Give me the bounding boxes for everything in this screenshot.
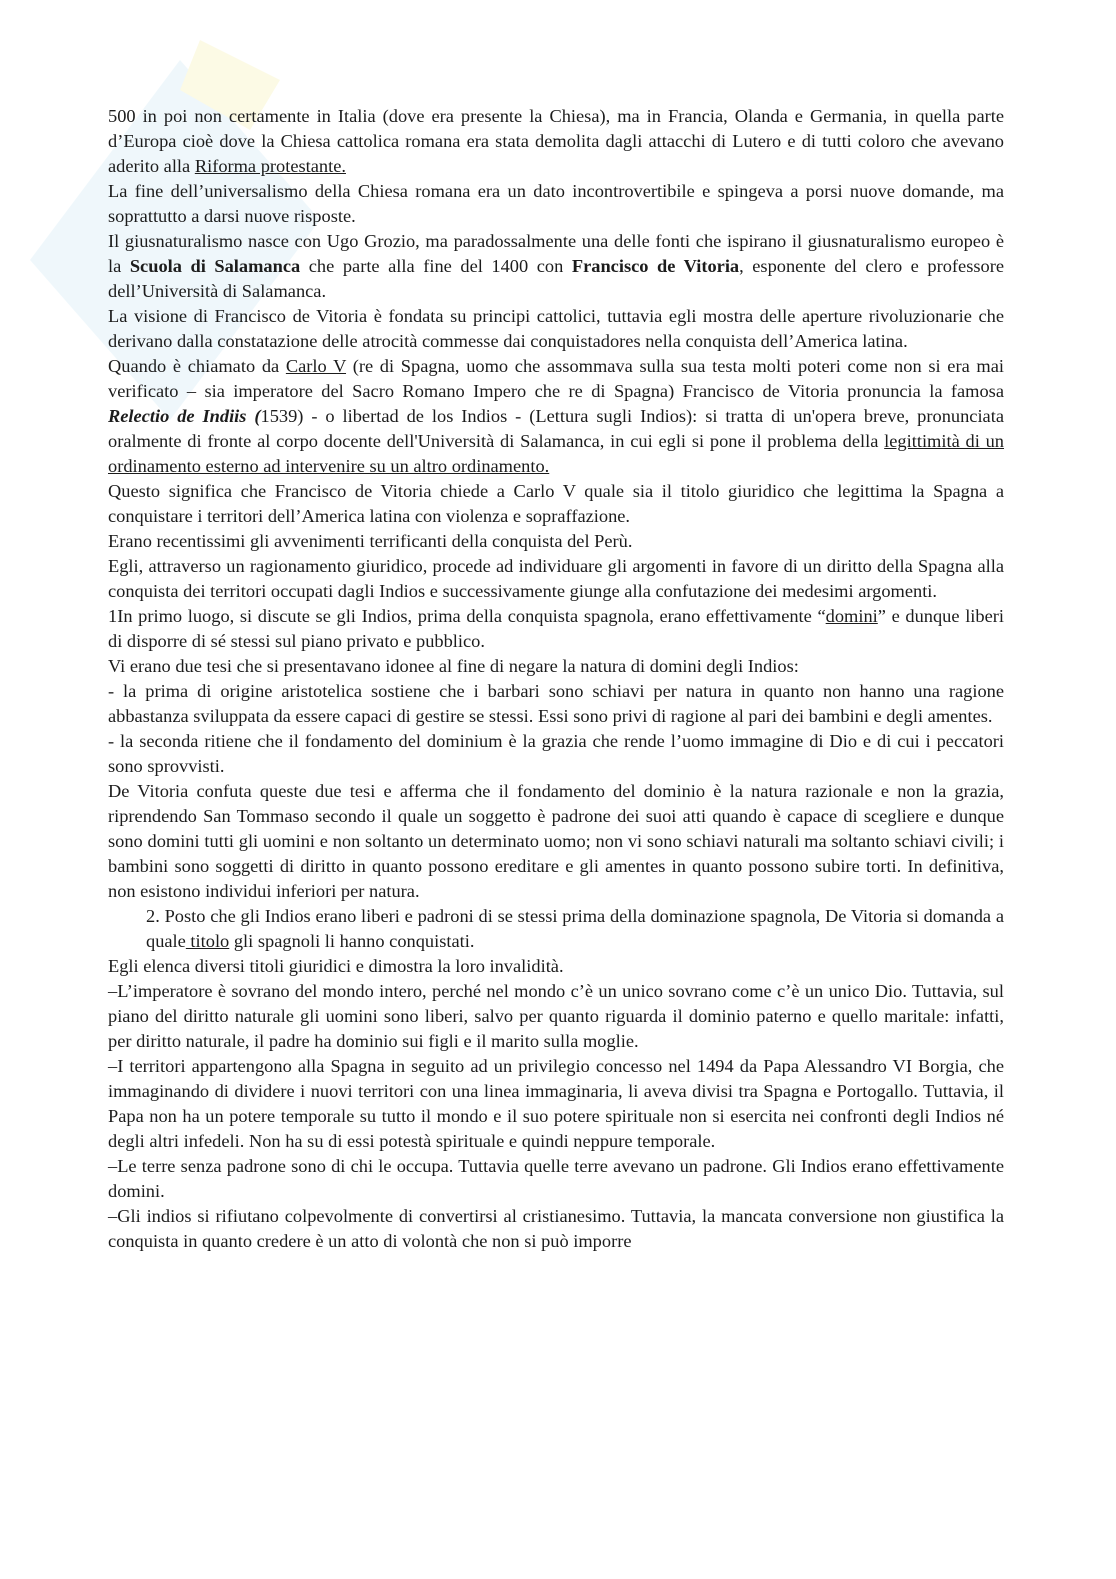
list-item-1: - la prima di origine aristotelica sostiene che i barbari sono schiavi per natura in quanto non hanno una ragione abbastanza sviluppata da essere capaci di gestire se stessi. Essi sono privi di ragione al pari dei bambini e degli amentes. — [108, 681, 1004, 726]
underlined-titolo: titolo — [185, 931, 230, 951]
bold-italic-relectio: Relectio de Indiis ( — [108, 406, 261, 426]
list-item-2: - la seconda ritiene che il fondamento del dominium è la grazia che rende l’uomo immagine di Dio e di cui i peccatori sono sprovvisti. — [108, 731, 1004, 776]
paragraph-6: Questo significa che Francisco de Vitoria chiede a Carlo V quale sia il titolo giuridico che legittima la Spagna a conquistare i territori dell’America latina con violenza e sopraffazione. — [108, 481, 1004, 526]
text: 1539) - o libertad de los Indios - (Lettura sugli Indios): si tratta di un'opera breve, pronunciata oralmente di fronte al corpo docente dell'Università di Salamanca, in cui egli si pone il problema della — [108, 406, 1004, 451]
paragraph-4: La visione di Francisco de Vitoria è fondata su principi cattolici, tuttavia egli mostra delle aperture rivoluzionarie che derivano dalla constatazione delle atrocità commesse dai conquistadores nella conquista dell’America latina. — [108, 306, 1004, 351]
paragraph-5 — [108, 354, 1004, 479]
paragraph-1 — [108, 104, 1004, 179]
paragraph-7: Erano recentissimi gli avvenimenti terrificanti della conquista del Perù. — [108, 531, 633, 551]
paragraph-9 — [108, 604, 1004, 654]
dash-item-1: –L’imperatore è sovrano del mondo intero, perché nel mondo c’è un unico sovrano come c’è un unico Dio. Tuttavia, sul piano del diritto naturale gli uomini sono liberi, salvo per quanto riguarda il dominio paterno e quello maritale: infatti, per diritto naturale, il padre ha dominio sui figli e il marito sulla moglie. — [108, 981, 1004, 1051]
text: Il giusnaturalismo nasce con Ugo Grozio, ma paradossalmente una delle fonti che ispirano il giusnaturalismo europeo è la — [108, 231, 1004, 276]
text: , esponente del clero e professore dell’Università di Salamanca. — [108, 256, 1004, 301]
text: 500 in poi non certamente in Italia (dove era presente la Chiesa), ma in Francia, Olanda e Germania, in quella parte d’Europa cioè dove la Chiesa cattolica romana era stata demolita dagli attacchi di Lutero e di tutti coloro che avevano aderito alla — [108, 106, 1004, 176]
dash-item-4: –Gli indios si rifiutano colpevolmente di convertirsi al cristianesimo. Tuttavia, la mancata conversione non giustifica la conquista in quanto credere è un atto di volontà che non si può imporre — [108, 1206, 1004, 1251]
text: ” e dunque liberi di disporre di sé stessi sul piano privato e pubblico. — [108, 606, 1005, 651]
document-body — [108, 104, 1004, 1254]
dash-item-3: –Le terre senza padrone sono di chi le occupa. Tuttavia quelle terre avevano un padrone. Gli Indios erano effettivamente domini. — [108, 1156, 1004, 1201]
bold-scuola-salamanca: Scuola di Salamanca — [129, 256, 301, 276]
numbered-item-2 — [108, 904, 1004, 954]
paragraph-2: La fine dell’universalismo della Chiesa romana era un dato incontrovertibile e spingeva a porsi nuove domande, ma soprattutto a darsi nuove risposte. — [108, 181, 1004, 226]
text: (re di Spagna, uomo che assommava sulla sua testa molti poteri come non si era mai verificato – sia imperatore del Sacro Romano Impero che re di Spagna) Francisco de Vitoria pronuncia la famosa — [108, 356, 1004, 401]
link-riforma-protestante[interactable]: Riforma protestante. — [194, 156, 346, 176]
underlined-domini: domini — [825, 606, 878, 626]
bold-francisco-de-vitoria: Francisco de Vitoria — [571, 256, 740, 276]
link-carlo-v[interactable]: Carlo V — [285, 356, 347, 376]
text: Quando è chiamato da — [108, 356, 286, 376]
paragraph-15: Egli elenca diversi titoli giuridici e dimostra la loro invalidità. — [108, 956, 564, 976]
underlined-legittimita: legittimità di un ordinamento esterno ad intervenire su un altro ordinamento. — [108, 431, 1005, 476]
dash-item-2: –I territori appartengono alla Spagna in seguito ad un privilegio concesso nel 1494 da Papa Alessandro VI Borgia, che immaginando di dividere i nuovi territori con una linea immaginaria, li aveva divisi tra Spagna e Portogallo. Tuttavia, il Papa non ha un potere temporale su tutto il mondo e il suo potere spirituale non si esercita nei confronti degli Indios né degli altri infedeli. Non ha su di essi potestà spirituale e quindi neppure temporale. — [108, 1056, 1004, 1151]
paragraph-3 — [108, 229, 1004, 304]
paragraph-13: De Vitoria confuta queste due tesi e afferma che il fondamento del dominio è la natura razionale e non la grazia, riprendendo San Tommaso secondo il quale un soggetto è padrone dei suoi atti quando è capace di scegliere e dunque sono domini tutti gli uomini e non soltanto un determinato uomo; non vi sono schiavi naturali ma soltanto schiavi civili; i bambini sono soggetti di diritto in quanto possono ereditare e gli amentes in quanto possono subire torti. In definitiva, non esistono individui inferiori per natura. — [108, 781, 1004, 901]
text: 1In primo luogo, si discute se gli Indios, prima della conquista spagnola, erano effettivamente “ — [108, 606, 826, 626]
text: gli spagnoli li hanno conquistati. — [229, 931, 475, 951]
text: 2. Posto che gli Indios erano liberi e padroni di se stessi prima della dominazione spagnola, De Vitoria si domanda a quale — [146, 906, 1004, 951]
text: che parte alla fine del 1400 con — [300, 256, 572, 276]
paragraph-8: Egli, attraverso un ragionamento giuridico, procede ad individuare gli argomenti in favore di un diritto della Spagna alla conquista dei territori occupati dagli Indios e successivamente giunge alla confutazione dei medesimi argomenti. — [108, 556, 1004, 601]
paragraph-10: Vi erano due tesi che si presentavano idonee al fine di negare la natura di domini degli Indios: — [108, 656, 799, 676]
